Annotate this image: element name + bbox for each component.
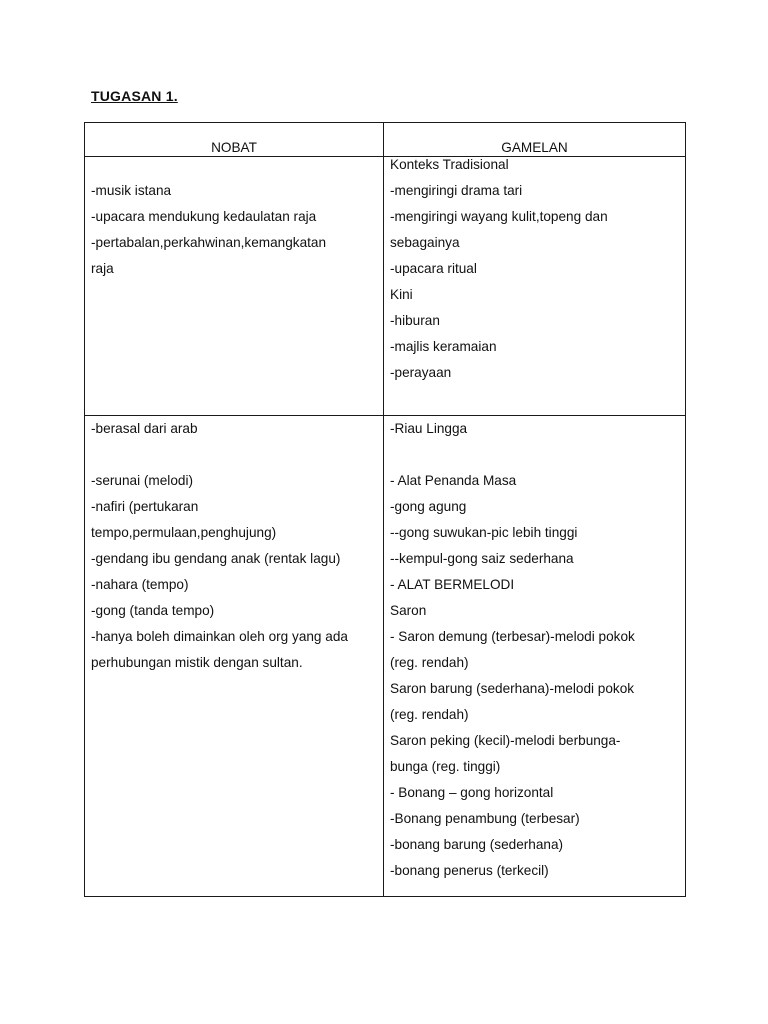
cell-text-line: Saron (390, 603, 427, 618)
cell-nobat-instruments (85, 416, 384, 897)
cell-text-line: -Bonang penambung (terbesar) (390, 811, 580, 826)
cell-gamelan-instruments (384, 416, 686, 897)
cell-text-line: -gendang ibu gendang anak (rentak lagu) (91, 551, 341, 566)
page-title: TUGASAN 1. (91, 88, 178, 104)
cell-text-line: - Bonang – gong horizontal (390, 785, 554, 800)
column-header-gamelan: GAMELAN (384, 123, 686, 157)
cell-text-line: -hiburan (390, 313, 440, 328)
cell-text-line: raja (91, 261, 114, 276)
cell-text-line: Kini (390, 287, 413, 302)
cell-text-line: -gong (tanda tempo) (91, 603, 215, 618)
cell-text-line: Saron peking (kecil)-melodi berbunga- (390, 733, 621, 748)
cell-text-line: - Saron demung (terbesar)-melodi pokok (390, 629, 635, 644)
column-header-nobat: NOBAT (85, 123, 384, 157)
cell-text-line: -pertabalan,perkahwinan,kemangkatan (91, 235, 327, 250)
cell-text-line: Konteks Tradisional (390, 157, 509, 172)
cell-text-line: - Alat Penanda Masa (390, 473, 517, 488)
cell-text-line: -nafiri (pertukaran (91, 499, 199, 514)
cell-text-line: perhubungan mistik dengan sultan. (91, 655, 303, 670)
cell-text-line (91, 442, 377, 468)
cell-text-line: -upacara ritual (390, 261, 477, 276)
cell-text-line: - ALAT BERMELODI (390, 577, 515, 592)
cell-text-line: (reg. rendah) (390, 655, 469, 670)
cell-text-line: --kempul-gong saiz sederhana (390, 551, 574, 566)
table-row (85, 416, 686, 897)
cell-text-line: -hanya boleh dimainkan oleh org yang ada (91, 629, 348, 644)
cell-text-line: -serunai (melodi) (91, 473, 193, 488)
cell-text-line: -gong agung (390, 499, 467, 514)
cell-text-line: tempo,permulaan,penghujung) (91, 525, 277, 540)
cell-text-line: bunga (reg. tinggi) (390, 759, 501, 774)
cell-text-line: -bonang penerus (terkecil) (390, 863, 549, 878)
cell-text-line: -upacara mendukung kedaulatan raja (91, 209, 317, 224)
cell-text-line: -nahara (tempo) (91, 577, 189, 592)
cell-text-line: -berasal dari arab (91, 421, 198, 436)
cell-text-line: (reg. rendah) (390, 707, 469, 722)
cell-text-line: -Riau Lingga (390, 421, 468, 436)
cell-text-line: -musik istana (91, 183, 172, 198)
cell-text-line: -mengiringi drama tari (390, 183, 523, 198)
cell-gamelan-function (384, 157, 686, 416)
comparison-table (84, 122, 686, 897)
cell-nobat-function (85, 157, 384, 416)
cell-text-line: -majlis keramaian (390, 339, 497, 354)
cell-text-line: -bonang barung (sederhana) (390, 837, 564, 852)
cell-text-line: Saron barung (sederhana)-melodi pokok (390, 681, 635, 696)
cell-text-line: sebagainya (390, 235, 460, 250)
table-row (85, 157, 686, 416)
cell-text-line: --gong suwukan-pic lebih tinggi (390, 525, 578, 540)
cell-text-line: -perayaan (390, 365, 452, 380)
cell-text-line: -mengiringi wayang kulit,topeng dan (390, 209, 608, 224)
cell-text-line (390, 442, 679, 468)
